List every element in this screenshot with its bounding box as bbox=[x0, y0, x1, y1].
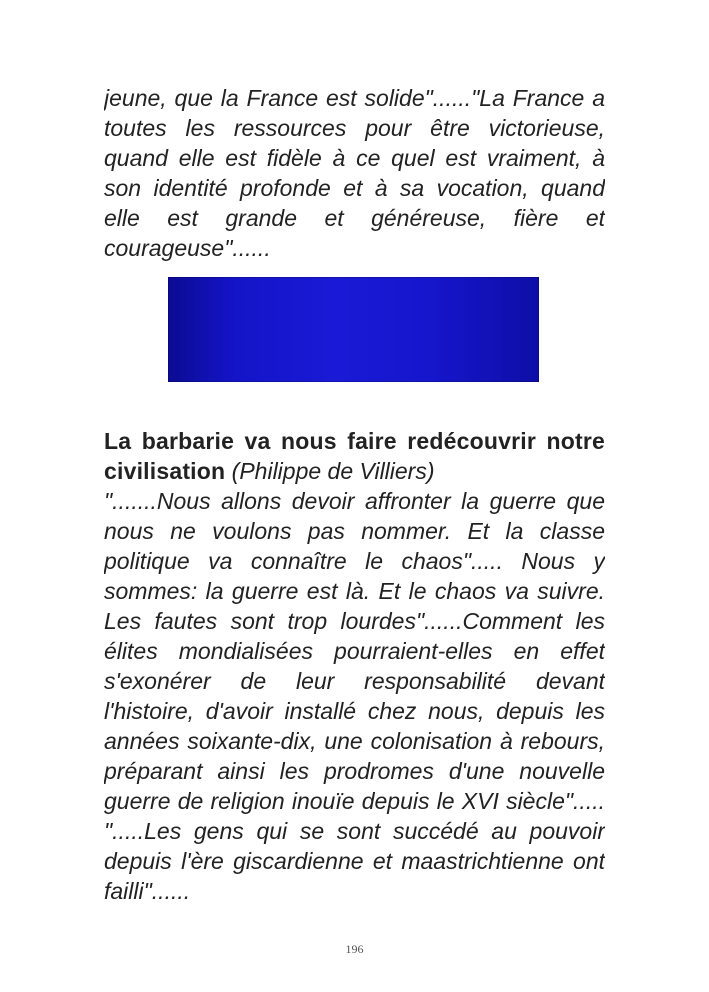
section-title-bold: civilisation bbox=[104, 458, 226, 484]
quote-line: politique va connaître le chaos"..... Nous y bbox=[104, 548, 605, 574]
paragraph-top-line: jeune, que la France est solide"......"La France a bbox=[104, 85, 605, 111]
paragraph-top-line: son identité profonde et à sa vocation, quand bbox=[104, 175, 605, 201]
section-title-line2 bbox=[104, 456, 605, 486]
quote-line: ".....Les gens qui se sont succédé au pouvoir bbox=[104, 818, 605, 844]
quote-line: depuis l'ère giscardienne et maastrichtienne ont bbox=[104, 848, 605, 874]
quote-line: l'histoire, d'avoir installé chez nous, depuis les bbox=[104, 698, 605, 724]
quote-line: failli"...... bbox=[104, 878, 191, 904]
quote-line: élites mondialisées pourraient-elles en effet bbox=[104, 638, 605, 664]
blue-banner-image bbox=[168, 277, 539, 382]
paragraph-top-line: elle est grande et généreuse, fière et bbox=[104, 205, 605, 231]
section-title: La barbarie va nous faire redécouvrir notre bbox=[104, 428, 605, 454]
quote-line: nous ne voulons pas nommer. Et la classe bbox=[104, 518, 605, 544]
quote-line: préparant ainsi les prodromes d'une nouvelle bbox=[104, 758, 605, 784]
quote-line: sommes: la guerre est là. Et le chaos va suivre. bbox=[104, 578, 605, 604]
quote-line: années soixante-dix, une colonisation à rebours, bbox=[104, 728, 605, 754]
quote-line: ".......Nous allons devoir affronter la guerre que bbox=[104, 488, 605, 514]
quote-line: guerre de religion inouïe depuis le XVI siècle"..... bbox=[104, 788, 605, 814]
page-number: 196 bbox=[345, 942, 364, 956]
paragraph-top-line: quand elle est fidèle à ce quel est vraiment, à bbox=[104, 145, 605, 171]
paragraph-top-line: courageuse"...... bbox=[104, 235, 271, 261]
section-author: (Philippe de Villiers) bbox=[231, 458, 435, 484]
paragraph-top-line: toutes les ressources pour être victorieuse, bbox=[104, 115, 605, 141]
quote-line: s'exonérer de leur responsabilité devant bbox=[104, 668, 605, 694]
quote-line: Les fautes sont trop lourdes"......Comment les bbox=[104, 608, 605, 634]
